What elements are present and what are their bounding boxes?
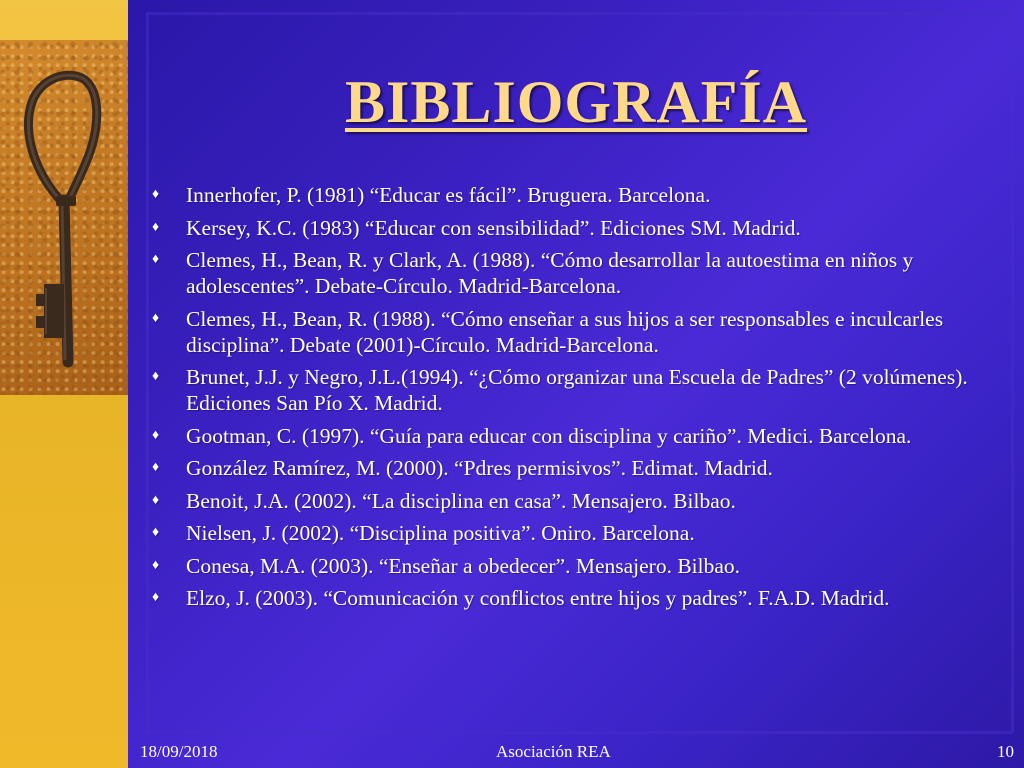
diamond-bullet-icon: ♦ [152, 525, 160, 540]
reference-text: Gootman, C. (1997). “Guía para educar con disciplina y cariño”. Medici. Barcelona. [186, 423, 912, 448]
reference-text: Clemes, H., Bean, R. (1988). “Cómo enseñar a sus hijos a ser responsables e inculcarles disciplina”. Debate (2001)-Círculo. Madrid-Barcelona. [186, 306, 944, 357]
list-item [148, 182, 998, 208]
diamond-bullet-icon: ♦ [152, 557, 160, 573]
footer-organization: Asociación REA [496, 742, 611, 761]
reference-text: Benoit, J.A. (2002). “La disciplina en casa”. Mensajero. Bilbao. [186, 488, 736, 513]
diamond-bullet-icon: ♦ [152, 219, 160, 235]
list-item [148, 215, 998, 241]
reference-text: González Ramírez, M. (2000). “Pdres permisivos”. Edimat. Madrid. [186, 456, 773, 480]
diamond-bullet-icon: ♦ [152, 427, 160, 443]
diamond-bullet-icon: ♦ [152, 590, 160, 605]
diamond-bullet-icon: ♦ [152, 369, 160, 384]
diamond-bullet-icon: ♦ [152, 460, 160, 475]
reference-text: Nielsen, J. (2002). “Disciplina positiva”. Oniro. Barcelona. [186, 521, 695, 545]
reference-text: Conesa, M.A. (2003). “Enseñar a obedecer”. Mensajero. Bilbao. [186, 553, 741, 578]
reference-text: Clemes, H., Bean, R. y Clark, A. (1988). “Cómo desarrollar la autoestima en niños y adolescentes”. Debate-Círculo. Madrid-Barcelona. [186, 248, 914, 298]
reference-text: Innerhofer, P. (1981) “Educar es fácil”. Bruguera. Barcelona. [186, 183, 711, 207]
footer-date: 18/09/2018 [140, 742, 218, 761]
left-decorative-strip [0, 0, 128, 768]
list-item [148, 488, 998, 514]
diamond-bullet-icon: ♦ [152, 492, 160, 508]
diamond-bullet-icon: ♦ [152, 187, 160, 202]
list-item [148, 455, 998, 481]
list-item [148, 585, 998, 611]
list-item [148, 247, 998, 299]
list-item [148, 553, 998, 579]
old-key-icon [14, 62, 114, 382]
reference-text: Elzo, J. (2003). “Comunicación y conflictos entre hijos y padres”. F.A.D. Madrid. [186, 586, 890, 610]
diamond-bullet-icon: ♦ [152, 310, 160, 326]
list-item [148, 423, 998, 449]
list-item [148, 306, 998, 358]
reference-text: Kersey, K.C. (1983) “Educar con sensibilidad”. Ediciones SM. Madrid. [186, 215, 801, 240]
bibliography-list [148, 182, 998, 618]
slide-title: BIBLIOGRAFÍA [344, 69, 808, 135]
reference-text: Brunet, J.J. y Negro, J.L.(1994). “¿Cómo organizar una Escuela de Padres” (2 volúmenes). Ediciones San Pío X. Madrid. [186, 365, 968, 415]
diamond-bullet-icon: ♦ [152, 252, 160, 267]
list-item [148, 364, 998, 416]
slide-content [128, 0, 1024, 768]
footer-page-number: 10 [997, 742, 1014, 761]
list-item [148, 520, 998, 546]
